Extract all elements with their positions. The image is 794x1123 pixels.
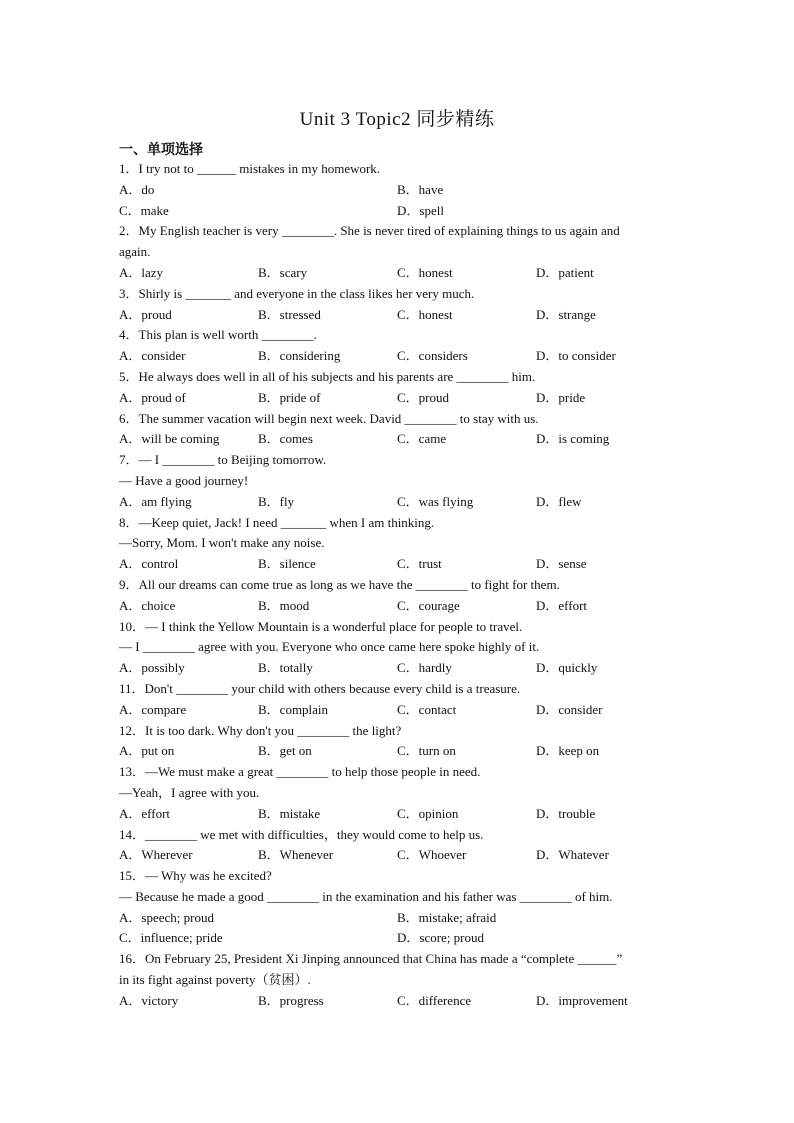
question-stem: 5．He always does well in all of his subjects and his parents are ________ him. [119, 368, 536, 384]
option-a: A．choice [119, 597, 176, 613]
question-stem-continued: in its fight against poverty（贫困）. [119, 972, 311, 988]
question-stem: 2．My English teacher is very ________. She is never tired of explaining things to us again and [119, 223, 620, 239]
question-stem: 3．Shirly is _______ and everyone in the class likes her very much. [119, 285, 475, 301]
option-b: B．have [397, 181, 444, 197]
question-stem: 6．The summer vacation will begin next week. David ________ to stay with us. [119, 410, 539, 426]
option-c: C．came [397, 431, 447, 447]
question [119, 721, 679, 763]
question-stem: 1．I try not to ______ mistakes in my homework. [119, 161, 381, 176]
option-c: C．turn on [397, 743, 456, 759]
section-heading: 一、单项选择 [119, 142, 203, 158]
option-b: B．pride of [258, 389, 321, 405]
option-a: A．effort [119, 805, 171, 821]
option-b: B．progress [258, 992, 324, 1008]
question-stem: 11．Don't ________ your child with others because every child is a treasure. [119, 680, 521, 696]
option-d: D．quickly [536, 660, 598, 676]
question [119, 513, 679, 575]
answer-options [119, 804, 679, 825]
option-b: B．silence [258, 556, 316, 572]
question [119, 367, 679, 409]
question [119, 825, 679, 867]
answer-options [119, 596, 679, 617]
option-b: B．mood [258, 597, 310, 613]
answer-options [119, 908, 679, 929]
question [119, 866, 679, 949]
option-b: B．mistake [258, 805, 321, 821]
option-c: C．contact [397, 701, 457, 717]
question [119, 762, 679, 824]
answer-options [119, 388, 679, 409]
answer-options [119, 741, 679, 762]
question [119, 284, 679, 326]
option-d: D．spell [397, 202, 444, 218]
option-c: C．influence; pride [119, 930, 223, 946]
option-a: A．compare [119, 701, 187, 717]
option-d: D．pride [536, 389, 586, 405]
question [119, 949, 679, 1011]
question [119, 159, 679, 221]
option-d: D．consider [536, 701, 603, 717]
question-stem-continued: — I ________ agree with you. Everyone who once came here spoke highly of it. [119, 639, 540, 655]
option-a: A．control [119, 556, 179, 572]
question-stem: 7．— I ________ to Beijing tomorrow. [119, 452, 327, 468]
answer-options [119, 305, 679, 326]
question [119, 575, 679, 617]
option-a: A．lazy [119, 264, 164, 280]
option-a: A．victory [119, 992, 179, 1008]
option-a: A．put on [119, 743, 175, 759]
answer-options [119, 928, 679, 949]
option-c: C．honest [397, 306, 453, 322]
question-stem: 14．________ we met with difficulties，they would come to help us. [119, 826, 484, 842]
answer-options [119, 201, 679, 222]
option-b: B．fly [258, 493, 295, 509]
option-b: B．stressed [258, 306, 321, 322]
option-c: C．opinion [397, 805, 459, 821]
answer-options [119, 346, 679, 367]
page-title: Unit 3 Topic2 同步精练 [299, 109, 495, 130]
option-d: D．effort [536, 597, 588, 613]
question [119, 409, 679, 451]
option-b: B．comes [258, 431, 313, 447]
answer-options [119, 492, 679, 513]
option-c: C．hardly [397, 660, 452, 676]
option-a: A．am flying [119, 493, 192, 509]
option-c: C．Whoever [397, 847, 467, 863]
answer-options [119, 845, 679, 866]
question-stem: 16．On February 25, President Xi Jinping announced that China has made a “complete ______” [119, 951, 623, 967]
answer-options [119, 554, 679, 575]
option-d: D．sense [536, 556, 587, 572]
option-d: D．strange [536, 306, 596, 322]
question-stem: 15．— Why was he excited? [119, 868, 272, 884]
question-stem: 4．This plan is well worth ________. [119, 327, 317, 343]
option-a: A．proud of [119, 389, 186, 405]
option-c: C．make [119, 202, 169, 218]
option-c: C．trust [397, 556, 442, 572]
answer-options [119, 700, 679, 721]
option-c: C．honest [397, 264, 453, 280]
question-stem-continued: — Because he made a good ________ in the examination and his father was ________ of him. [119, 888, 613, 904]
option-d: D．score; proud [397, 930, 485, 946]
question [119, 679, 679, 721]
option-b: B．scary [258, 264, 308, 280]
option-d: D．keep on [536, 743, 600, 759]
question-stem: 9．All our dreams can come true as long as we have the ________ to fight for them. [119, 576, 560, 592]
option-c: C．courage [397, 597, 460, 613]
option-b: B．considering [258, 348, 341, 364]
option-d: D．trouble [536, 805, 596, 821]
question-stem-continued: — Have a good journey! [119, 472, 249, 488]
option-a: A．proud [119, 306, 172, 322]
option-d: D．to consider [536, 348, 616, 364]
option-c: C．considers [397, 348, 468, 364]
option-a: A．will be coming [119, 431, 220, 447]
question [119, 617, 679, 679]
question [119, 221, 679, 283]
option-a: A．Wherever [119, 847, 193, 863]
answer-options [119, 429, 679, 450]
question-stem-continued: —Yeah，I agree with you. [119, 784, 260, 800]
question-stem-continued: —Sorry, Mom. I won't make any noise. [119, 535, 325, 551]
option-c: C．proud [397, 389, 450, 405]
question-stem: 8．—Keep quiet, Jack! I need _______ when I am thinking. [119, 514, 435, 530]
option-a: A．do [119, 181, 155, 197]
question [119, 450, 679, 512]
option-d: D．Whatever [536, 847, 609, 863]
option-c: C．difference [397, 992, 472, 1008]
option-d: D．flew [536, 493, 582, 509]
question [119, 325, 679, 367]
answer-options [119, 658, 679, 679]
answer-options [119, 180, 679, 201]
option-d: D．patient [536, 264, 594, 280]
option-b: B．complain [258, 701, 329, 717]
option-b: B．mistake; afraid [397, 909, 497, 925]
question-list [119, 159, 679, 1012]
option-a: A．consider [119, 348, 186, 364]
question-stem: 10．— I think the Yellow Mountain is a wonderful place for people to travel. [119, 618, 523, 634]
question-stem: 13．—We must make a great ________ to help those people in need. [119, 764, 481, 780]
question-stem-continued: again. [119, 244, 151, 260]
option-b: B．get on [258, 743, 312, 759]
answer-options [119, 263, 679, 284]
question-stem: 12．It is too dark. Why don't you ________ the light? [119, 722, 402, 738]
option-c: C．was flying [397, 493, 474, 509]
option-a: A．speech; proud [119, 909, 214, 925]
answer-options [119, 991, 679, 1012]
option-b: B．Whenever [258, 847, 334, 863]
option-a: A．possibly [119, 660, 185, 676]
option-d: D．is coming [536, 431, 610, 447]
option-b: B．totally [258, 660, 313, 676]
option-d: D．improvement [536, 992, 628, 1008]
